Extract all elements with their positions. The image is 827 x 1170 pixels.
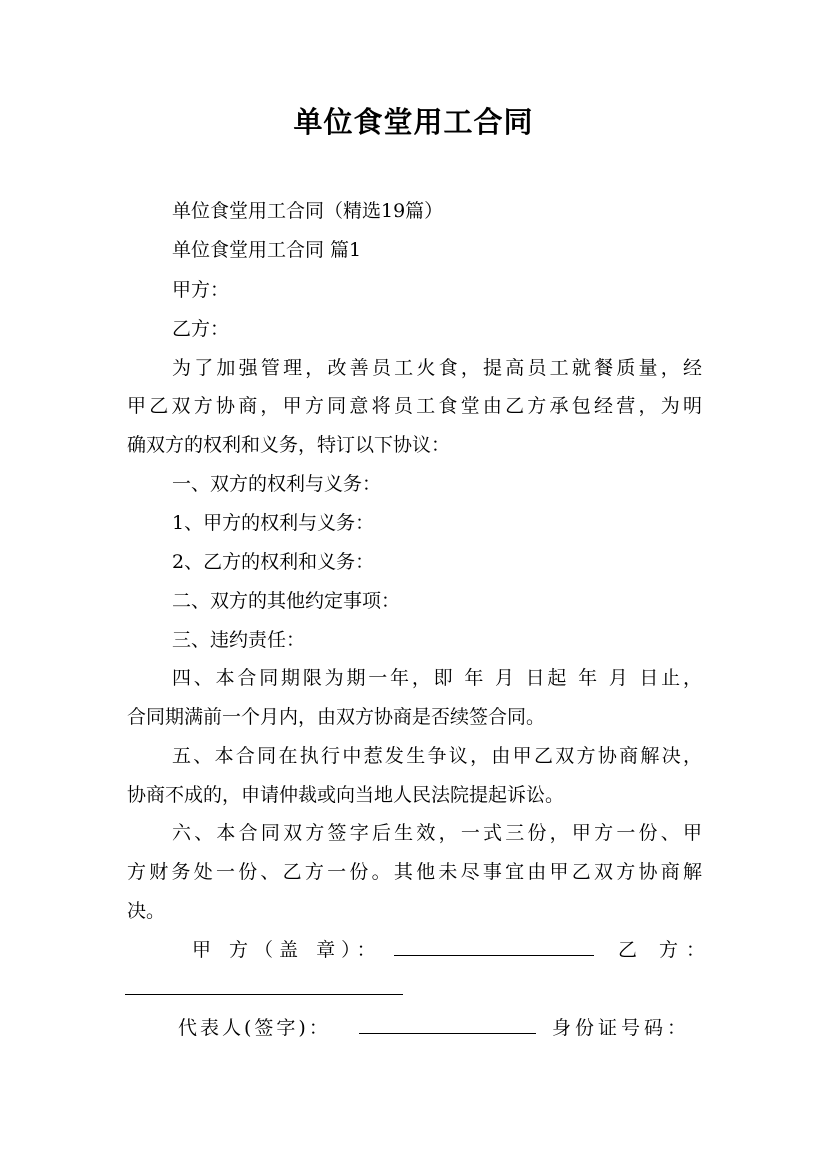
paragraph-line: 方财务处一份、乙方一份。其他未尽事宜由甲乙双方协商解 [127, 861, 702, 883]
party-a-seal-field [394, 937, 594, 963]
paragraph-line: 协商不成的，申请仲裁或向当地人民法院提起诉讼。 [127, 784, 565, 806]
clause-line: 二、双方的其他约定事项： [172, 590, 401, 612]
party-b-seal-field [125, 976, 403, 1002]
party-b-line: 乙方： [172, 318, 230, 340]
paragraph-line: 确双方的权利和义务，特订以下协议： [127, 434, 451, 456]
paragraph-line: 四、本合同期限为期一年，即 年 月 日起 年 月 日止， [172, 667, 702, 689]
paragraph-line: 五、本合同在执行中惹发生争议，由甲乙双方协商解决， [172, 745, 702, 767]
paragraph-line: 甲乙双方协商，甲方同意将员工食堂由乙方承包经营，为明 [127, 395, 702, 417]
clause-line: 1、甲方的权利与义务： [172, 512, 375, 534]
party-a-line: 甲方： [172, 279, 230, 301]
party-b-label: 乙 方： [618, 939, 714, 961]
document-title: 单位食堂用工合同 [293, 105, 534, 139]
paragraph-line: 六、本合同双方签字后生效，一式三份，甲方一份、甲 [172, 822, 702, 844]
representative-label: 代表人(签字)： [178, 1017, 331, 1039]
clause-line: 一、双方的权利与义务： [172, 473, 382, 495]
subtitle-line: 单位食堂用工合同（精选19篇） [172, 200, 444, 222]
representative-field [359, 1015, 536, 1041]
clause-line: 三、违约责任： [172, 629, 306, 651]
paragraph-line: 合同期满前一个月内，由双方协商是否续签合同。 [127, 706, 546, 728]
party-a-seal-label: 甲 方（盖 章）： [192, 939, 382, 961]
section-heading: 单位食堂用工合同 篇1 [172, 239, 362, 261]
id-number-label: 身份证号码： [552, 1017, 691, 1039]
clause-line: 2、乙方的权利和义务： [172, 551, 375, 573]
paragraph-line: 决。 [127, 900, 166, 922]
paragraph-line: 为了加强管理，改善员工火食，提高员工就餐质量，经 [172, 357, 702, 379]
